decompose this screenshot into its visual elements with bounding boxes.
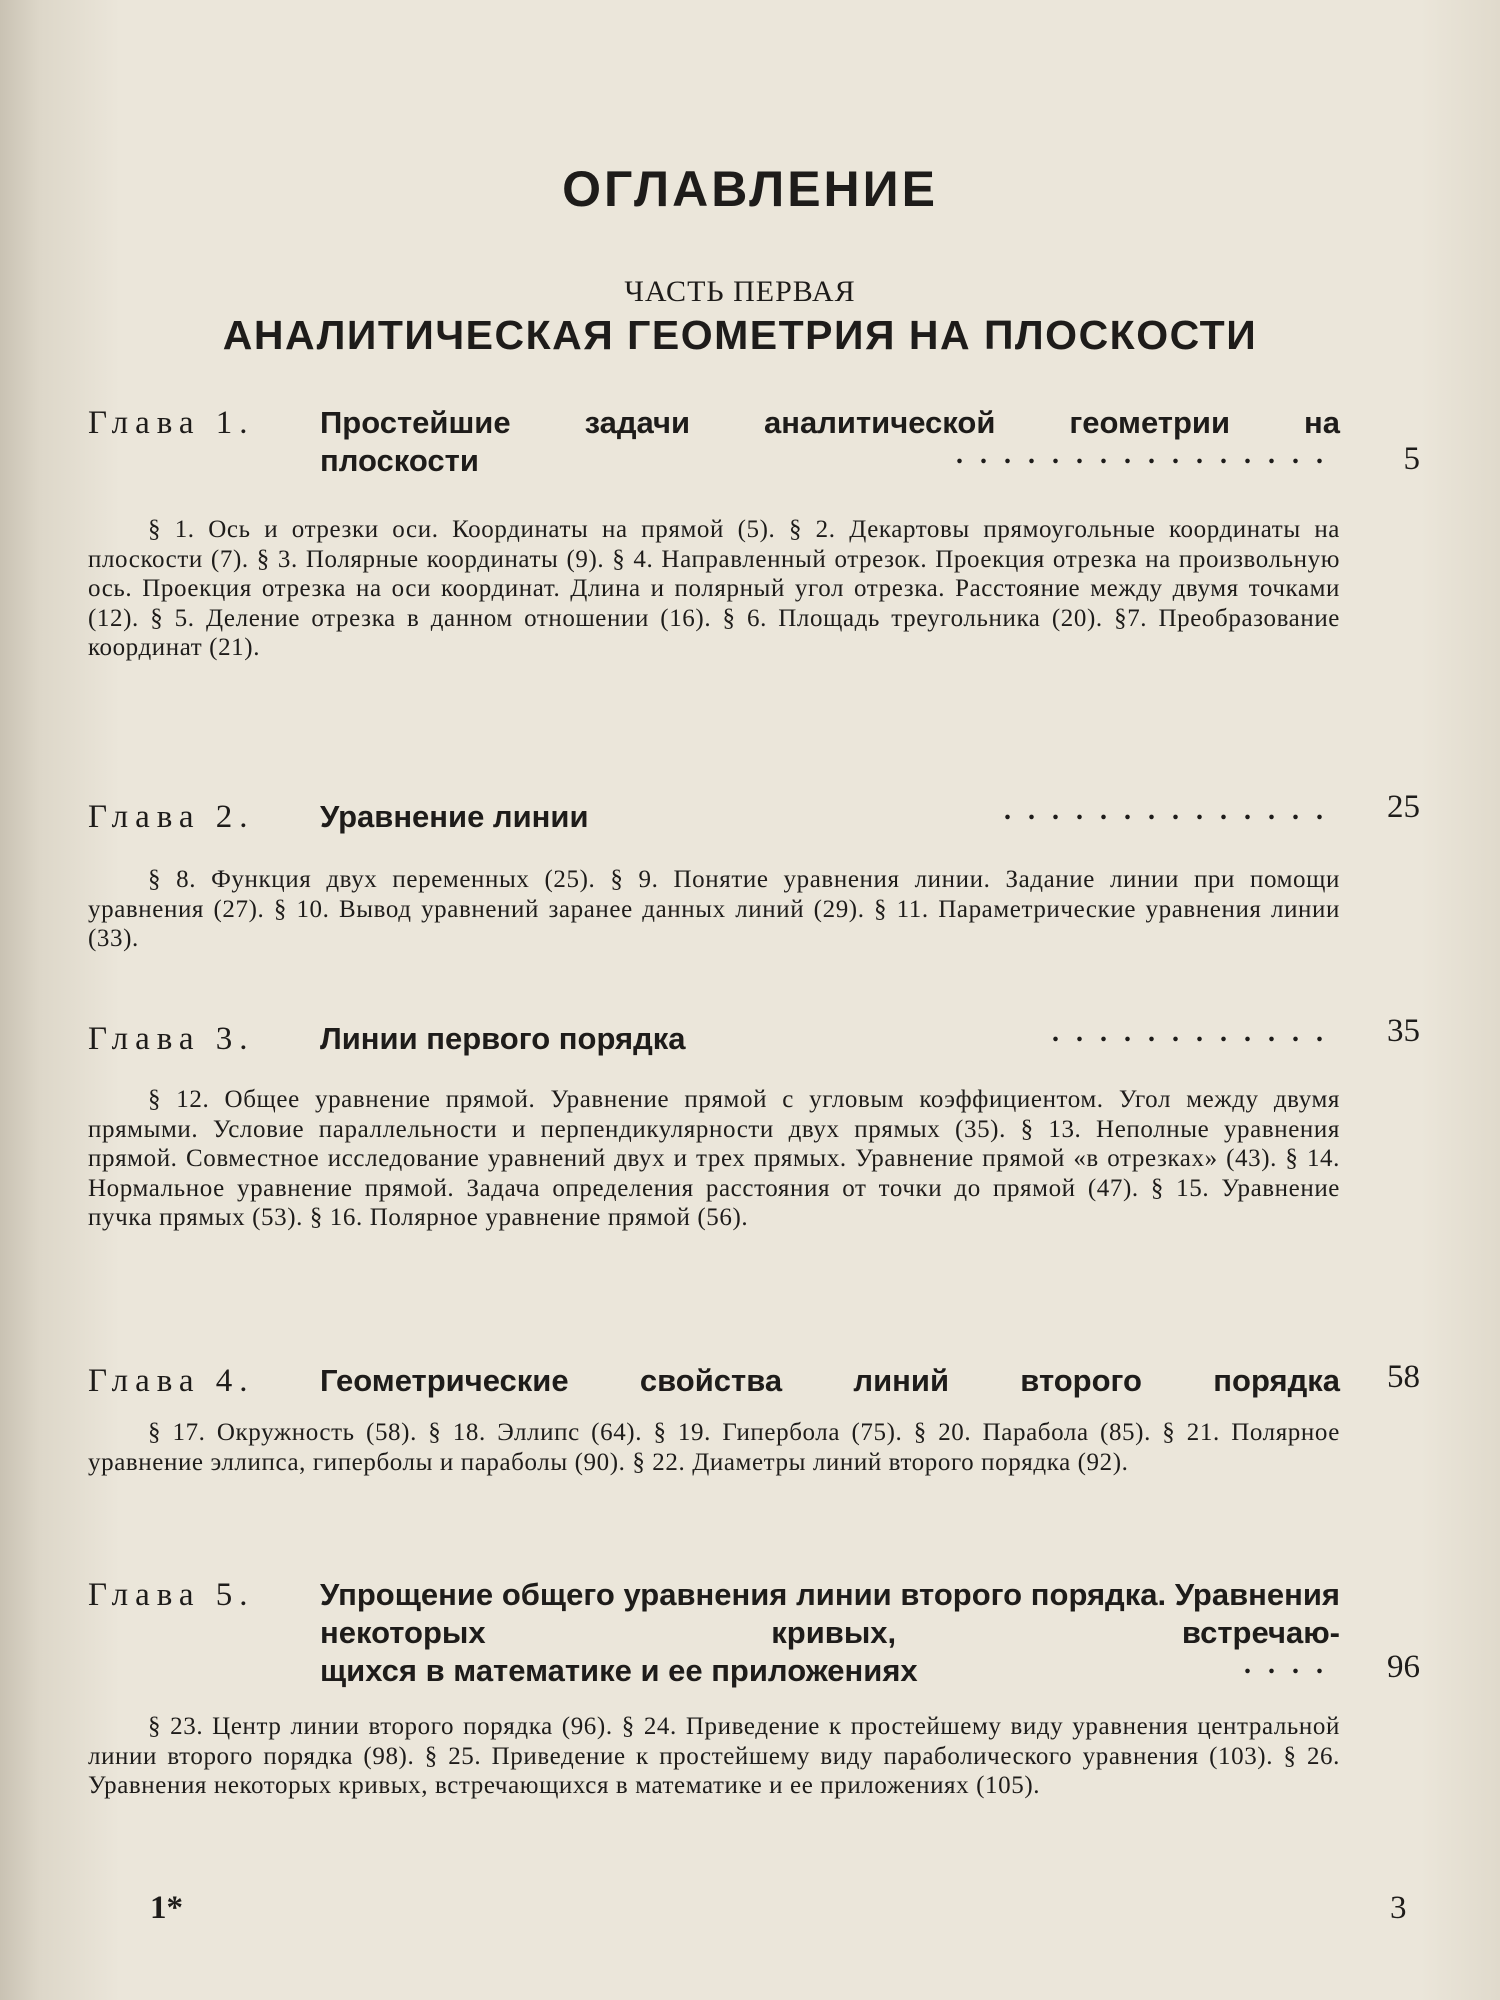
dot-leader: ..............: [1004, 795, 1340, 826]
chapter-title-line: Простейшие задачи аналитической геометрии на: [320, 405, 1340, 440]
chapter-4-heading: [88, 1359, 1420, 1400]
chapter-title-line: щихся в математике и ее приложениях: [320, 1653, 918, 1688]
signature-mark: 1*: [150, 1890, 183, 1926]
chapter-1-sections: § 1. Ось и отрезки оси. Координаты на прямой (5). § 2. Декартовы прямоугольные координаты на плоскости (7). § 3. Полярные координаты (9). § 4. Направленный отрезок. Проекция отрезка на произвольную ось. Проекция отрезка на оси координат. Длина и полярный угол отрезка. Расстояние между двумя точками (12). § 5. Деление отрезка в данном отношении (16). § 6. Площадь треугольника (20). §7. Преобразование координат (21).: [88, 516, 1340, 661]
part-title: АНАЛИТИЧЕСКАЯ ГЕОМЕТРИЯ НА ПЛОСКОСТИ: [222, 312, 1258, 358]
chapter-1-heading: [88, 404, 1420, 480]
dot-leader: ............: [1052, 1017, 1340, 1048]
chapter-4-sections: § 17. Окружность (58). § 18. Эллипс (64). § 19. Гипербола (75). § 20. Парабола (85). § 21. Полярное уравнение эллипса, гиперболы и параболы (90). § 22. Диаметры линий второго порядка (92).: [88, 1419, 1340, 1476]
chapter-title: Уравнение линии: [320, 799, 589, 834]
chapter-page-number: 96: [1387, 1649, 1420, 1685]
dot-leader: ................: [956, 439, 1340, 470]
chapter-page-number: 35: [1387, 1013, 1420, 1049]
chapter-label: Глава 1.: [88, 405, 255, 441]
chapter-title: Геометрические свойства линий второго порядка: [320, 1363, 1340, 1398]
chapter-2-sections: § 8. Функция двух переменных (25). § 9. Понятие уравнения линии. Задание линии при помощи уравнения (27). § 10. Вывод уравнений заранее данных линий (29). § 11. Параметрические уравнения линии (33).: [88, 866, 1340, 952]
chapter-5-heading: [88, 1576, 1420, 1690]
chapter-3-sections: § 12. Общее уравнение прямой. Уравнение прямой с угловым коэффициентом. Угол между двумя прямыми. Условие параллельности и перпендикулярности двух прямых (35). § 13. Неполные уравнения прямой. Совместное исследование уравнений двух и трех прямых. Уравнение прямой «в отрезках» (43). § 14. Нормальное уравнение прямой. Задача определения расстояния от точки до прямой (47). § 15. Уравнение пучка прямых (53). § 16. Полярное уравнение прямой (56).: [88, 1086, 1340, 1231]
chapter-title-lines: Упрощение общего уравнения линии второго порядка. Уравнения некоторых кривых, встречаю-: [320, 1577, 1340, 1650]
chapter-label: Глава 3.: [88, 1021, 255, 1057]
chapter-title: Линии первого порядка: [320, 1021, 686, 1056]
chapter-page-number: 58: [1387, 1359, 1420, 1395]
chapter-label: Глава 5.: [88, 1577, 255, 1613]
chapter-page-number: 5: [1403, 441, 1420, 477]
page-number: 3: [1390, 1890, 1407, 1926]
chapter-label: Глава 4.: [88, 1363, 255, 1399]
chapter-2-heading: [88, 789, 1420, 836]
dot-leader: ....: [1244, 1649, 1340, 1680]
chapter-page-number: 25: [1387, 789, 1420, 825]
toc-title: ОГЛАВЛЕНИЕ: [562, 161, 938, 217]
part-label: ЧАСТЬ ПЕРВАЯ: [624, 275, 856, 308]
chapter-label: Глава 2.: [88, 799, 255, 835]
chapter-title-line: плоскости: [320, 443, 479, 478]
chapter-5-sections: § 23. Центр линии второго порядка (96). § 24. Приведение к простейшему виду уравнения центральной линии второго порядка (98). § 25. Приведение к простейшему виду параболического уравнения (103). § 26. Уравнения некоторых кривых, встречающихся в математике и ее приложениях (105).: [88, 1713, 1340, 1799]
chapter-3-heading: [88, 1013, 1420, 1058]
